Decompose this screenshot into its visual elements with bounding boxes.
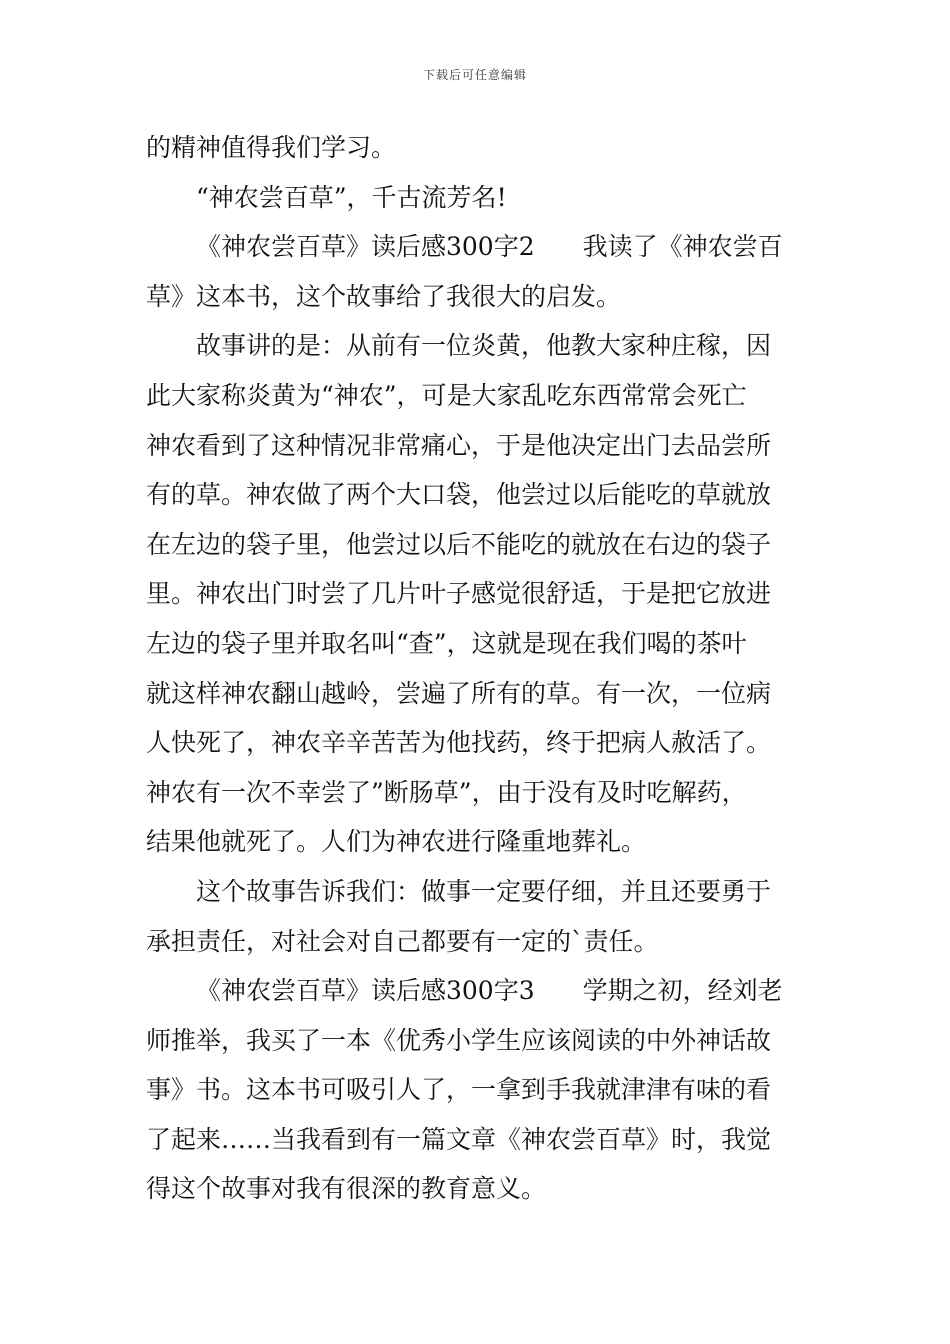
document-body xyxy=(146,123,806,1214)
text-line: 师推举，我买了一本《优秀小学生应该阅读的中外神话故 xyxy=(146,1025,772,1055)
text-line: 人快死了，神农辛辛苦苦为他找药，终于把病人赦活了。 xyxy=(146,728,772,758)
text-line xyxy=(146,966,806,1016)
text-line: “神农尝百草”，千古流芳名! xyxy=(196,182,507,212)
text-line: 左边的袋子里并取名叫“查”，这就是现在我们喝的茶叶 xyxy=(146,628,747,658)
paragraph-start: 学期之初，经刘老 xyxy=(582,976,783,1006)
text-line: 这个故事告诉我们：做事一定要仔细，并且还要勇于 xyxy=(196,876,772,906)
section-heading: 《神农尝百草》读后感300字2 xyxy=(196,232,535,262)
text-line: 的精神值得我们学习。 xyxy=(146,133,397,162)
text-line: 结果他就死了。人们为神农进行隆重地葬礼。 xyxy=(146,827,647,857)
text-line: 此大家称炎黄为“神农”，可是大家乱吃东西常常会死亡 xyxy=(146,380,747,410)
text-line xyxy=(146,222,806,272)
text-line: 就这样神农翻山越岭，尝遍了所有的草。有一次，一位病 xyxy=(146,678,772,708)
text-line: 事》书。这本书可吸引人了，一拿到手我就津津有味的看 xyxy=(146,1075,772,1105)
text-line: 草》这本书，这个故事给了我很大的启发。 xyxy=(146,281,622,311)
text-line: 故事讲的是：从前有一位炎黄，他教大家种庄稼，因 xyxy=(196,331,772,361)
text-line: 神农看到了这种情况非常痛心，于是他决定出门去品尝所 xyxy=(146,430,772,460)
paragraph-start: 我读了《神农尝百 xyxy=(582,232,783,262)
text-line: 里。神农出门时尝了几片叶子感觉很舒适，于是把它放进 xyxy=(146,579,772,609)
text-line: 得这个故事对我有很深的教育意义。 xyxy=(146,1174,547,1204)
text-line: 神农有一次不幸尝了”断肠草”，由于没有及时吃解药， xyxy=(146,777,747,807)
text-line: 了起来……当我看到有一篇文章《神农尝百草》时，我觉 xyxy=(146,1124,772,1154)
text-line: 承担责任，对社会对自己都要有一定的`责任。 xyxy=(146,926,659,956)
page-header: 下载后可任意编辑 xyxy=(422,68,527,82)
text-line: 在左边的袋子里，他尝过以后不能吃的就放在右边的袋子 xyxy=(146,529,772,559)
section-heading: 《神农尝百草》读后感300字3 xyxy=(196,976,535,1006)
text-line: 有的草。神农做了两个大口袋，他尝过以后能吃的草就放 xyxy=(146,480,772,510)
